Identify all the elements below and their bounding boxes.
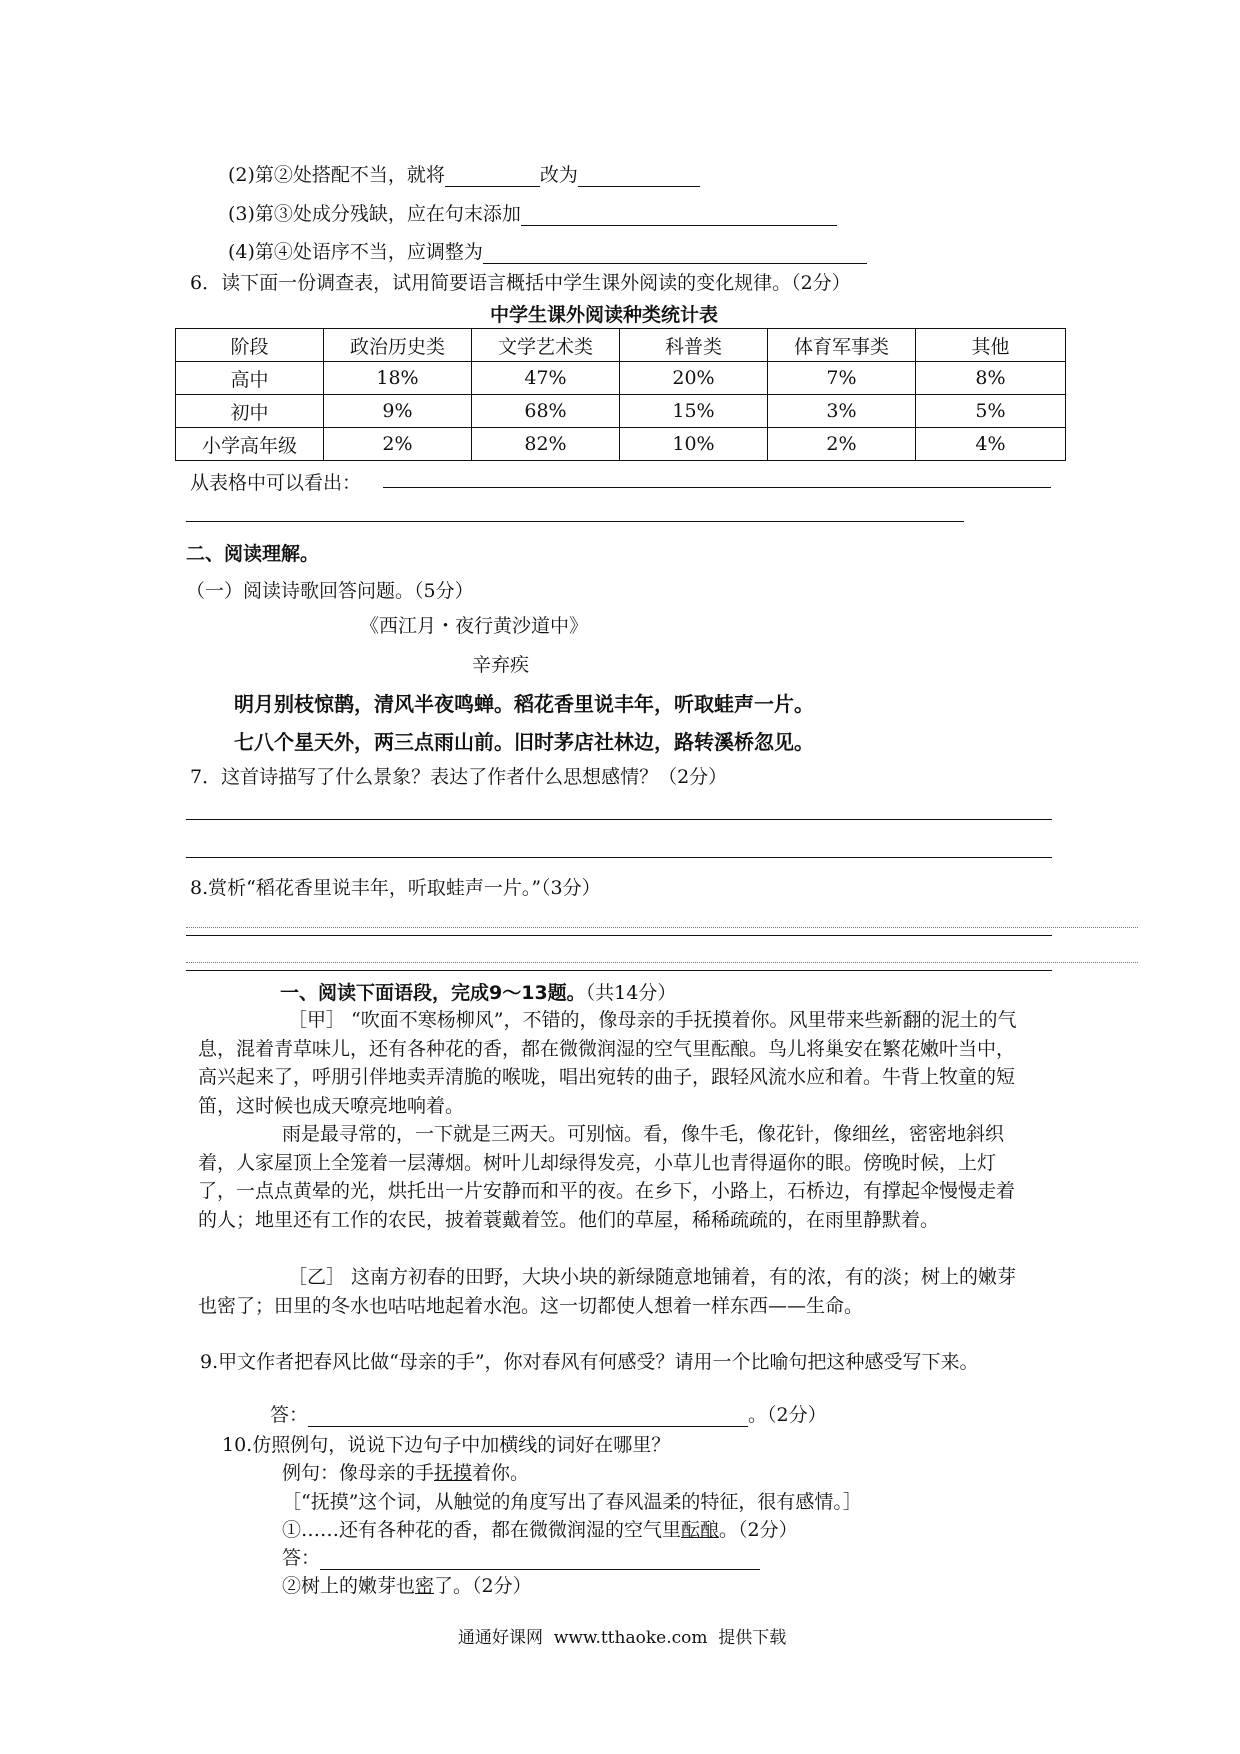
example-text-end: 着你。	[472, 1462, 530, 1484]
table-cell: 初中	[176, 395, 324, 428]
table-cell: 4%	[916, 428, 1066, 461]
q5-sub2-text-b: 改为	[539, 164, 578, 186]
header-cell: 科普类	[620, 329, 768, 362]
table-cell: 7%	[768, 362, 916, 395]
underlined-word: 密	[415, 1575, 435, 1597]
header-cell: 文学艺术类	[472, 329, 620, 362]
item-text: ②树上的嫩芽也	[282, 1575, 416, 1597]
blank-line[interactable]	[578, 166, 700, 187]
q9-answer	[270, 1400, 827, 1427]
q9-score: 。（2分）	[748, 1404, 827, 1426]
blank-line[interactable]	[521, 205, 837, 226]
q9-prompt: 9.甲文作者把春风比做“母亲的手”，你对春风有何感受？请用一个比喻句把这种感受写下来。	[200, 1351, 979, 1373]
item-text: ①……还有各种花的香，都在微微润湿的空气里	[282, 1519, 682, 1541]
table-cell: 20%	[620, 362, 768, 395]
q5-sub3-text: (3)第③处成分残缺，应在句末添加	[228, 203, 521, 225]
table-row	[176, 428, 1066, 461]
table-row	[176, 362, 1066, 395]
table-cell: 小学高年级	[176, 428, 324, 461]
poem-author: 辛弃疾	[472, 654, 530, 676]
q5-sub3	[228, 199, 837, 226]
q5-sub2-text-a: (2)第②处搭配不当，就将	[228, 164, 445, 186]
table-cell: 18%	[324, 362, 472, 395]
reading-title-text: 一、阅读下面语段，完成9～13题。	[280, 982, 586, 1004]
table-cell: 2%	[768, 428, 916, 461]
q6-answer-label: 从表格中可以看出：	[190, 472, 362, 494]
blank-line[interactable]	[445, 166, 540, 187]
dotted-answer-line[interactable]	[186, 962, 1138, 963]
paragraph-jia: ［甲］ “吹面不寒杨柳风”，不错的，像母亲的手抚摸着你。风里带来些新翻的泥土的气息，混着青草味儿，还有各种花的香，都在微微润湿的空气里酝酿。鸟儿将巢安在繁花嫩叶当中，高兴起来了，呼朋引伴地卖弄清脆的喉咙，唱出宛转的曲子，跟轻风流水应和着。牛背上牧童的短笛，这时候也成天嘹亮地响着。	[198, 1009, 1017, 1117]
table-cell: 9%	[324, 395, 472, 428]
table-cell: 2%	[324, 428, 472, 461]
table-title: 中学生课外阅读种类统计表	[490, 304, 719, 326]
header-cell: 阶段	[176, 329, 324, 362]
poem-line-2: 七八个星天外，两三点雨山前。旧时茅店社林边，路转溪桥忽见。	[234, 730, 814, 754]
underlined-word: 酝酿	[681, 1519, 720, 1541]
q8-prompt: 8.赏析“稻花香里说丰年，听取蛙声一片。”（3分）	[190, 877, 601, 899]
answer-line[interactable]	[383, 487, 1051, 488]
table-header-row	[176, 329, 1066, 362]
item-score: 了。（2分）	[434, 1575, 532, 1597]
q5-sub4	[228, 237, 867, 264]
q5-sub2	[228, 160, 700, 187]
answer-label: 答：	[282, 1547, 321, 1569]
header-cell: 体育军事类	[768, 329, 916, 362]
table-cell: 68%	[472, 395, 620, 428]
header-cell: 其他	[916, 329, 1066, 362]
blank-line[interactable]	[320, 1549, 760, 1570]
example-text: 例句：像母亲的手	[282, 1462, 435, 1484]
reading-title	[280, 978, 676, 1005]
table-cell: 8%	[916, 362, 1066, 395]
answer-line[interactable]	[186, 857, 1052, 858]
table-cell: 47%	[472, 362, 620, 395]
page-footer: 通通好课网 www.tthaoke.com 提供下载	[458, 1628, 787, 1648]
q10-item-1-answer	[282, 1543, 760, 1570]
table-cell: 15%	[620, 395, 768, 428]
reading-title-score: （共14分）	[585, 982, 677, 1004]
answer-line[interactable]	[186, 935, 1052, 936]
poem-title: 《西江月・夜行黄沙道中》	[360, 615, 589, 637]
table-row	[176, 395, 1066, 428]
example-note: ［“抚摸”这个词，从触觉的角度写出了春风温柔的特征，很有感情。］	[282, 1491, 862, 1513]
example-sentence	[282, 1458, 529, 1485]
section2-title: 二、阅读理解。	[186, 543, 320, 565]
table-cell: 5%	[916, 395, 1066, 428]
table-cell: 82%	[472, 428, 620, 461]
table-cell: 3%	[768, 395, 916, 428]
q10-item-2	[282, 1571, 532, 1598]
paragraph-rain: 雨是最寻常的，一下就是三两天。可别恼。看，像牛毛，像花针，像细丝，密密地斜织着，人家屋顶上全笼着一层薄烟。树叶儿却绿得发亮，小草儿也青得逼你的眼。傍晚时候，上灯了，一点点黄晕的光，烘托出一片安静而和平的夜。在乡下，小路上，石桥边，有撑起伞慢慢走着的人；地里还有工作的农民，披着蓑戴着笠。他们的草屋，稀稀疏疏的，在雨里静默着。	[198, 1123, 1016, 1231]
dotted-answer-line[interactable]	[186, 927, 1138, 928]
header-cell: 政治历史类	[324, 329, 472, 362]
item-score: 。（2分）	[719, 1519, 798, 1541]
paragraph-yi: ［乙］ 这南方初春的田野，大块小块的新绿随意地铺着，有的浓，有的淡；树上的嫩芽也密了；田里的冬水也咕咕地起着水泡。这一切都使人想着一样东西——生命。	[198, 1266, 1017, 1317]
poem-line-1: 明月别枝惊鹊，清风半夜鸣蝉。稻花香里说丰年，听取蛙声一片。	[234, 692, 814, 716]
underlined-word: 抚摸	[434, 1462, 473, 1484]
answer-label: 答：	[270, 1404, 309, 1426]
table-cell: 高中	[176, 362, 324, 395]
q5-sub4-text: (4)第④处语序不当，应调整为	[228, 241, 483, 263]
blank-line[interactable]	[483, 243, 867, 264]
q7-prompt: 7．这首诗描写了什么景象？表达了作者什么思想感情？（2分）	[190, 766, 728, 788]
answer-line[interactable]	[186, 819, 1052, 820]
blank-line[interactable]	[308, 1406, 748, 1427]
section2-part1: （一）阅读诗歌回答问题。（5分）	[186, 580, 474, 602]
answer-line[interactable]	[186, 521, 964, 522]
q10-item-1	[282, 1515, 798, 1542]
table-cell: 10%	[620, 428, 768, 461]
q6-prompt: 6．读下面一份调查表，试用简要语言概括中学生课外阅读的变化规律。（2分）	[190, 272, 851, 294]
q10-prompt: 10.仿照例句，说说下边句子中加横线的词好在哪里？	[222, 1434, 671, 1456]
reading-stats-table	[175, 328, 1066, 461]
answer-line[interactable]	[186, 970, 1052, 971]
